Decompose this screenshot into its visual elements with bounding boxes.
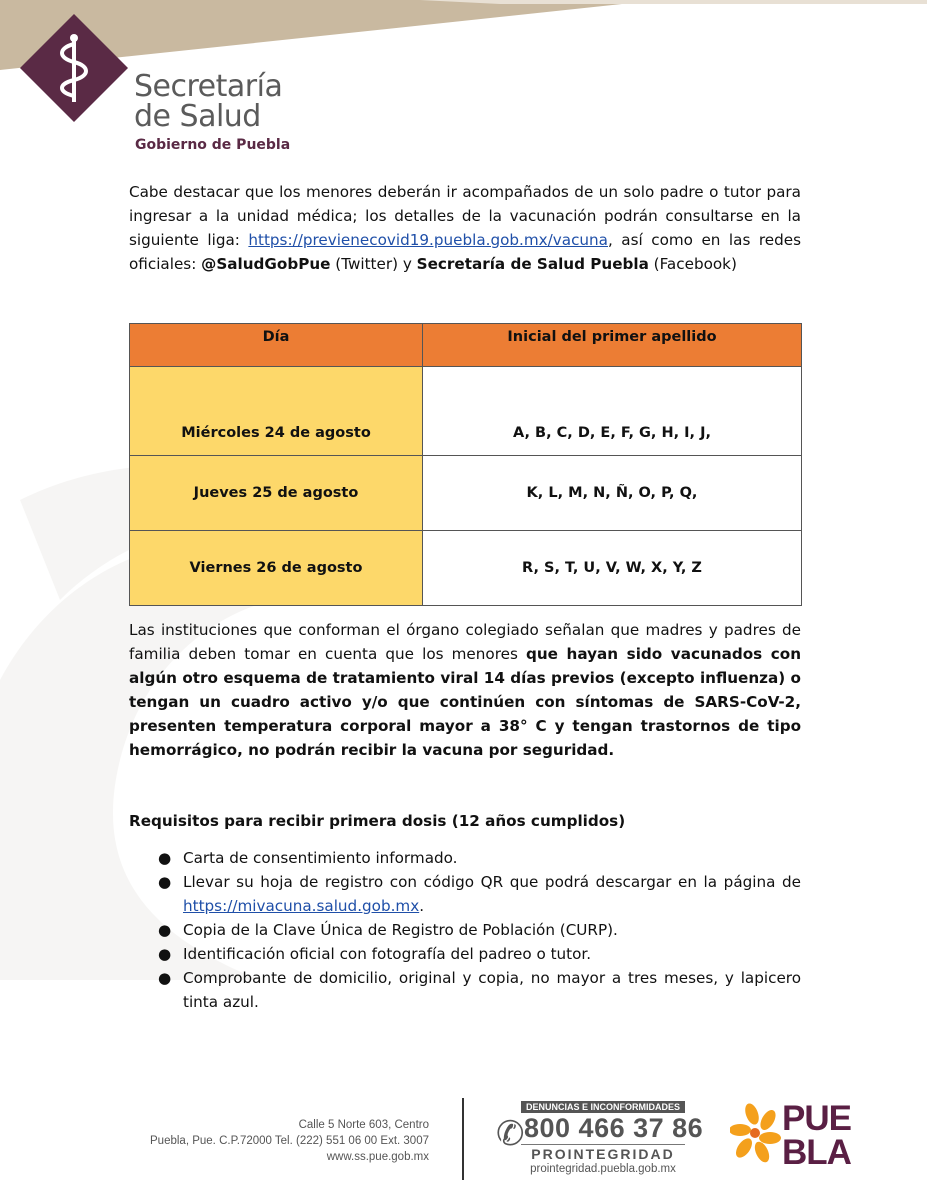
denuncias-banner: DENUNCIAS E INCONFORMIDADES [521,1101,685,1113]
requirement-text: Carta de consentimiento informado. [183,849,458,867]
intro-text: Cabe destacar que los menores deberán ir acompañados de un solo padre o tutor para ingresar a la unidad médica; los detalles de la vacunación podrán consultarse en la siguiente liga: [129,183,801,249]
column-header-initial: Inicial del primer apellido [423,324,802,367]
address-line: Calle 5 Norte 603, Centro [298,1119,429,1131]
list-item [129,942,801,966]
vaccine-info-link[interactable]: https://previenecovid19.puebla.gob.mx/vacuna [248,231,608,249]
requirement-text: Llevar su hoja de registro con código QR que podrá descargar en la página de [183,873,801,891]
bullet-icon: ● [158,945,172,963]
list-item [129,870,801,918]
phone-icon: ✆ [496,1115,525,1153]
bullet-icon: ● [158,969,172,987]
org-name-line2: de Salud [134,99,261,134]
warning-text: Las instituciones que conforman el órgano colegiado señalan que madres y padres de familia deben tomar en cuenta que los menores [129,621,801,663]
warning-paragraph [129,618,801,762]
facebook-page: Secretaría de Salud Puebla [416,255,649,273]
org-name-line1: Secretaría [134,69,283,104]
table-row [130,367,802,456]
schedule-letters: K, L, M, N, Ñ, O, P, Q, [423,456,802,531]
requirements-title: Requisitos para recibir primera dosis (12 años cumplidos) [129,812,626,830]
list-item [129,966,801,1014]
twitter-label: (Twitter) y [330,255,417,273]
org-government: Gobierno de Puebla [135,137,291,153]
address-line: Puebla, Pue. C.P.72000 Tel. (222) 551 06 00 Ext. 3007 [150,1135,429,1147]
facebook-label: (Facebook) [648,255,737,273]
requirement-text-after: . [419,897,425,915]
requirements-list [129,846,801,1014]
prointegridad-url: prointegridad.puebla.gob.mx [530,1163,676,1175]
bullet-icon: ● [158,873,172,891]
table-row [130,456,802,531]
column-header-day: Día [130,324,423,367]
table-header-row [130,324,802,367]
puebla-brand [782,1099,851,1172]
vaccination-schedule-table [129,323,802,606]
schedule-day: Miércoles 24 de agosto [130,367,423,456]
requirement-text: Identificación oficial con fotografía del padreo o tutor. [183,945,592,963]
bullet-icon: ● [158,849,172,867]
puebla-brand-line1: PUE [782,1099,851,1138]
org-name [134,69,283,134]
footer-divider [462,1098,464,1180]
bullet-icon: ● [158,921,172,939]
intro-text-b: , así como en las redes oficiales: [129,231,801,273]
schedule-letters: A, B, C, D, E, F, G, H, I, J, [423,367,802,456]
puebla-brand-line2: BLA [782,1133,851,1172]
footer-address [150,1117,429,1165]
schedule-day: Viernes 26 de agosto [130,531,423,606]
twitter-handle: @SaludGobPue [201,255,331,273]
health-secretariat-logo-icon [20,14,128,122]
hotline-number: 800 466 37 86 [524,1113,704,1143]
requirement-text: Comprobante de domicilio, original y copia, no mayor a tres meses, y lapicero tinta azul. [183,969,801,1011]
table-row [130,531,802,606]
schedule-letters: R, S, T, U, V, W, X, Y, Z [423,531,802,606]
intro-paragraph [129,180,801,276]
warning-text-bold: que hayan sido vacunados con algún otro esquema de tratamiento viral 14 días previos (excepto influenza) o tengan un cuadro activo y/o que continúen con síntomas de SARS-CoV-2, presenten temperatura corporal mayor a 38° C y tengan trastornos de tipo hemorrágico, no podrán recibir la vacuna por seguridad. [129,645,802,759]
mivacuna-link[interactable]: https://mivacuna.salud.gob.mx [183,897,420,915]
list-item [129,846,801,870]
schedule-day: Jueves 25 de agosto [130,456,423,531]
address-website: www.ss.pue.gob.mx [326,1151,429,1163]
list-item [129,918,801,942]
requirement-text: Copia de la Clave Única de Registro de Población (CURP). [183,921,618,939]
prointegridad-label: PROINTEGRIDAD [521,1144,685,1162]
